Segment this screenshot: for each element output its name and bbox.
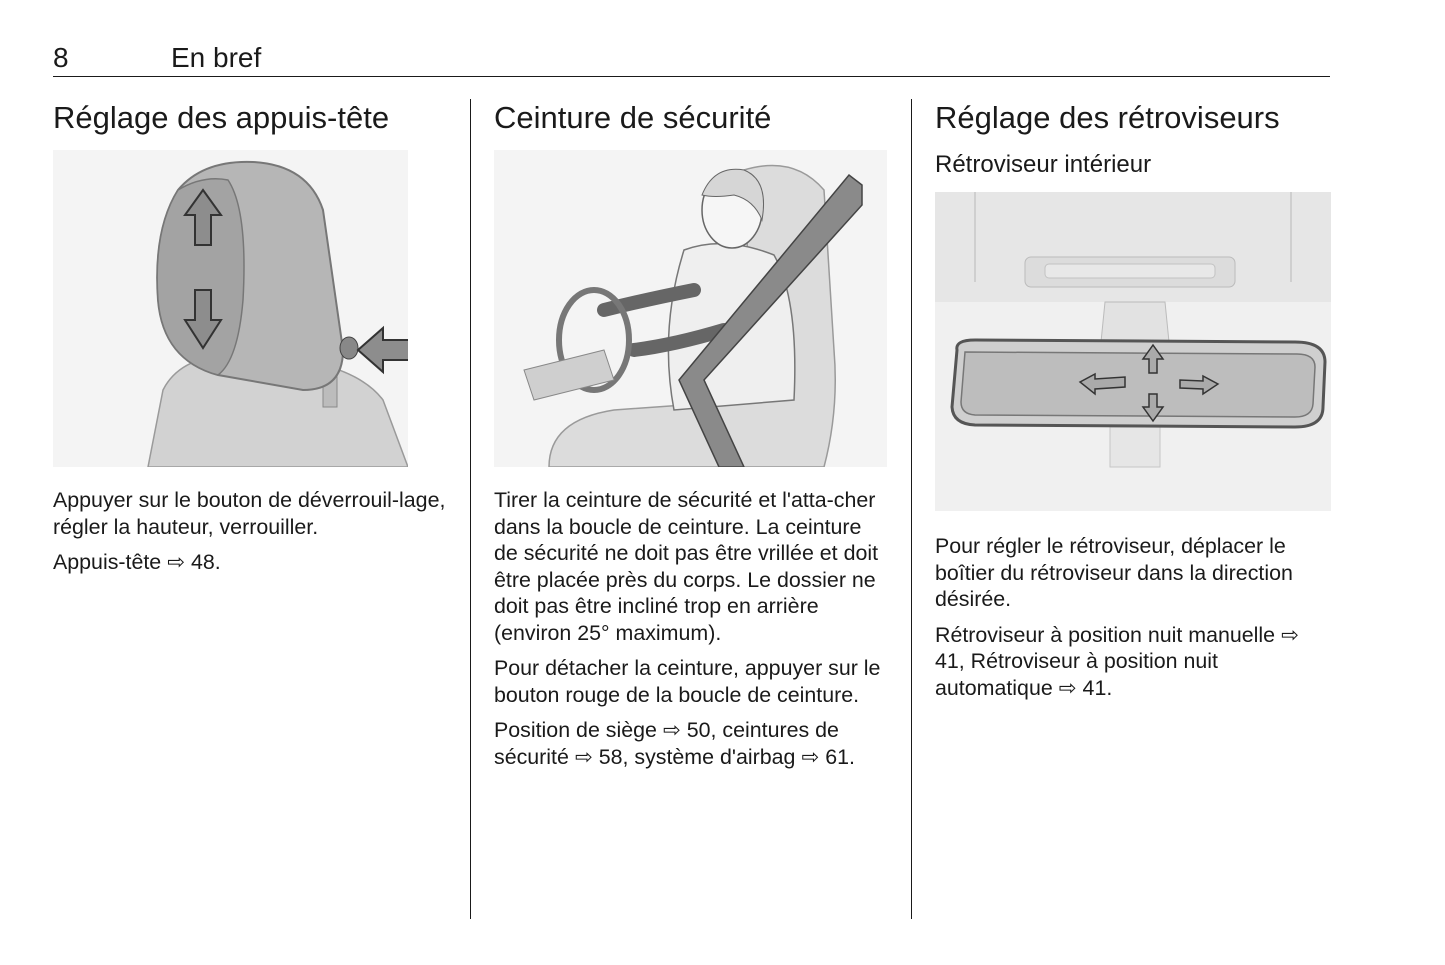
instruction-text: Pour détacher la ceinture, appuyer sur le bouton rouge de la boucle de ceinture. <box>494 656 881 707</box>
section-mirrors <box>935 98 1330 701</box>
instruction-text: Appuyer sur le bouton de déverrouil-lage, régler la hauteur, verrouiller. <box>53 488 446 539</box>
page-number: 8 <box>53 42 69 73</box>
instruction-text: Tirer la ceinture de sécurité et l'atta-cher dans la boucle de ceinture. La ceinture de sécurité ne doit pas être vrillée et doit être placée près du corps. Le dossier ne doit pas être incliné trop en arrière (environ 25° maximum). <box>494 488 879 645</box>
seat-belt-driver-illustration <box>494 150 887 467</box>
section-heading: Ceinture de sécurité <box>494 100 772 135</box>
reference-text: Position de siège ⇨ 50, ceintures de sécurité ⇨ 58, système d'airbag ⇨ 61. <box>494 718 855 769</box>
section-heading: Réglage des appuis-tête <box>53 100 390 135</box>
section-heading: Réglage des rétroviseurs <box>935 100 1280 135</box>
column-divider <box>911 99 912 919</box>
section-headrest <box>53 98 446 576</box>
reference-text: Appuis-tête ⇨ 48. <box>53 550 221 574</box>
reference-text: Rétroviseur à position nuit manuelle ⇨ 41, Rétroviseur à position nuit automatique ⇨ 41. <box>935 622 1299 700</box>
headrest-adjustment-illustration <box>53 150 408 467</box>
chapter-title: En bref <box>171 42 262 73</box>
sub-heading: Rétroviseur intérieur <box>935 151 1152 178</box>
column-divider <box>470 99 471 919</box>
page-header <box>53 40 1330 77</box>
interior-mirror-illustration <box>935 192 1331 511</box>
section-seat-belt <box>494 98 887 770</box>
instruction-text: Pour régler le rétroviseur, déplacer le boîtier du rétroviseur dans la direction désirée. <box>935 534 1293 611</box>
